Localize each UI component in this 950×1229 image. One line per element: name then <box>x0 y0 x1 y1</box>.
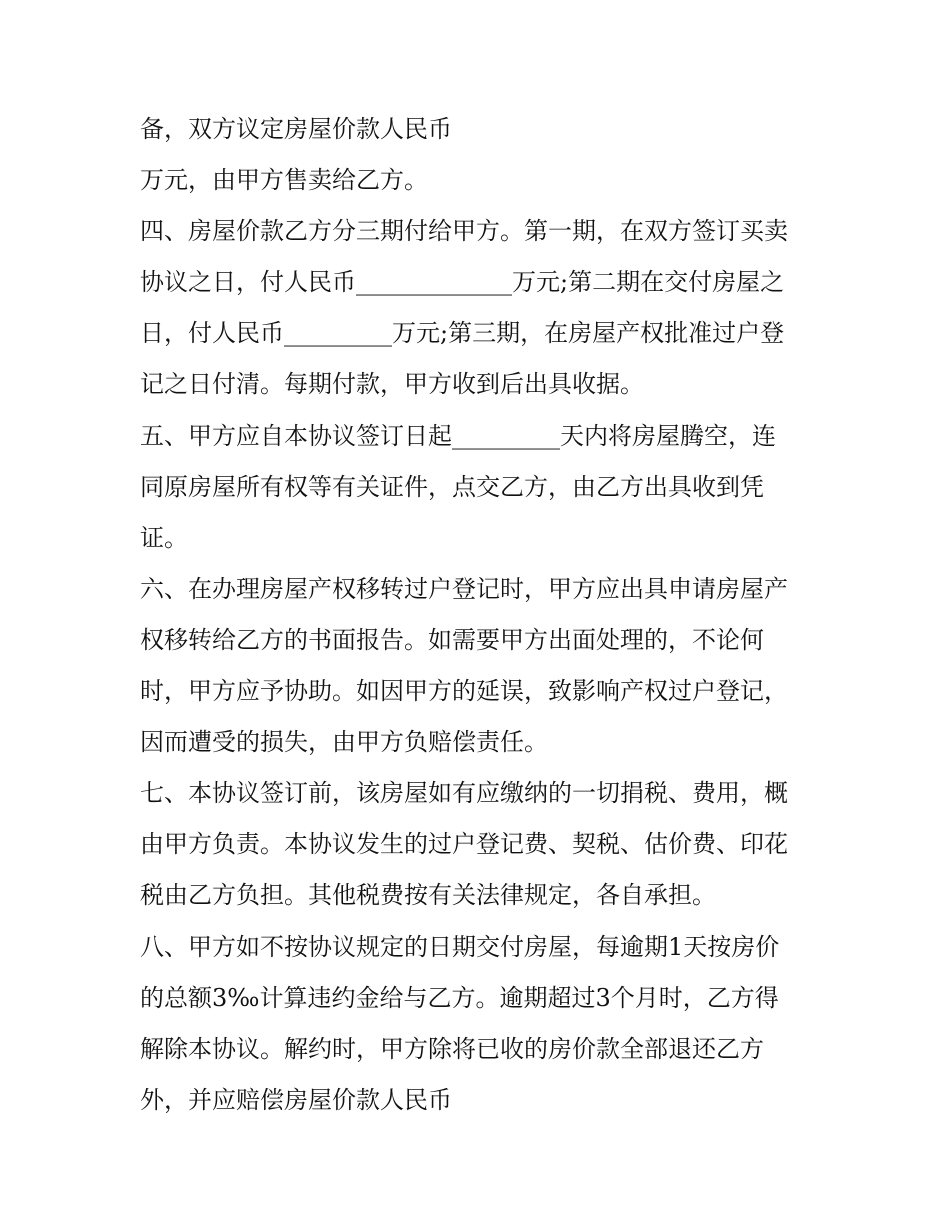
text-line: 同原房屋所有权等有关证件，点交乙方，由乙方出具收到凭 <box>140 472 764 501</box>
text-line: 由甲方负责。本协议发生的过户登记费、契税、估价费、印花 <box>140 830 788 859</box>
text-line: 证。 <box>140 523 188 552</box>
text-line: 解除本协议。解约时，甲方除将已收的房价款全部退还乙方 <box>140 1034 764 1063</box>
text-line: 四、房屋价款乙方分三期付给甲方。第一期，在双方签订买卖 <box>140 217 788 246</box>
text-line: 记之日付清。每期付款，甲方收到后出具收据。 <box>140 370 644 399</box>
text-line: 备，双方议定房屋价款人民币 <box>140 115 452 143</box>
text-line: 八、甲方如不按协议规定的日期交付房屋，每逾期1天按房价 <box>140 932 780 961</box>
text-line: 日，付人民币_________万元;第三期，在房屋产权批准过户登 <box>140 319 785 348</box>
text-line: 五、甲方应自本协议签订日起_________天内将房屋腾空，连 <box>140 421 776 450</box>
text-line: 外，并应赔偿房屋价款人民币 <box>140 1085 452 1114</box>
text-line: 权移转给乙方的书面报告。如需要甲方出面处理的，不论何 <box>140 625 764 654</box>
text-line: 因而遭受的损失，由甲方负赔偿责任。 <box>140 728 548 757</box>
text-line: 的总额3‰计算违约金给与乙方。逾期超过3个月时，乙方得 <box>140 983 779 1012</box>
text-line: 六、在办理房屋产权移转过户登记时，甲方应出具申请房屋产 <box>140 574 788 603</box>
text-line: 税由乙方负担。其他税费按有关法律规定，各自承担。 <box>140 881 716 910</box>
text-line: 万元，由甲方售卖给乙方。 <box>140 166 428 195</box>
text-line: 协议之日，付人民币_____________万元;第二期在交付房屋之 <box>140 268 785 297</box>
text-line: 七、本协议签订前，该房屋如有应缴纳的一切捐税、费用，概 <box>140 779 788 808</box>
contract-text <box>140 104 820 1126</box>
text-line: 时，甲方应予协助。如因甲方的延误，致影响产权过户登记， <box>140 677 788 706</box>
